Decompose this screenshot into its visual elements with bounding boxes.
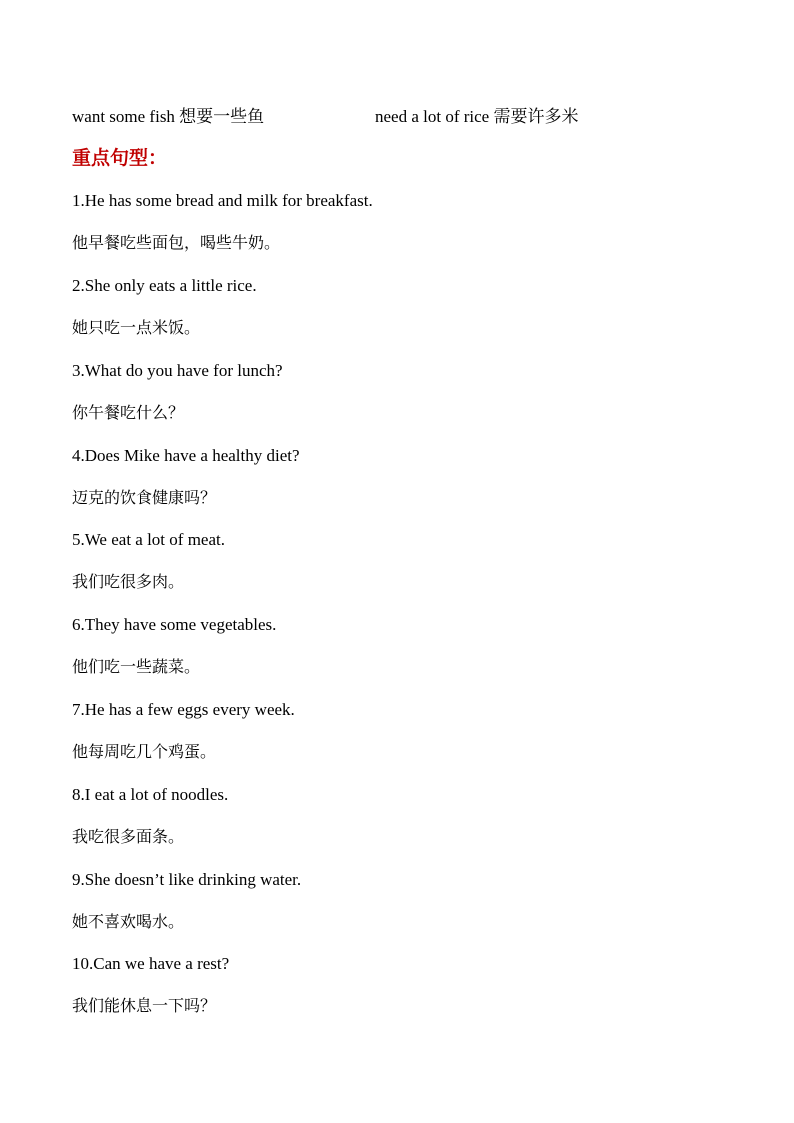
sentence-9-zh: 她不喜欢喝水。	[72, 912, 185, 931]
sentence-4-en: 4.Does Mike have a healthy diet?	[72, 446, 300, 465]
vocab-phrase-fish: want some fish 想要一些鱼	[72, 107, 265, 126]
vocab-row	[72, 106, 722, 128]
vocab-phrase-rice: need a lot of rice 需要许多米	[375, 107, 579, 126]
sentence-8-en: 8.I eat a lot of noodles.	[72, 785, 229, 804]
sentence-7-en: 7.He has a few eggs every week.	[72, 700, 295, 719]
sentence-7-zh: 他每周吃几个鸡蛋。	[72, 742, 217, 761]
sentence-10-zh: 我们能休息一下吗？	[72, 996, 217, 1015]
sentence-1-en: 1.He has some bread and milk for breakfast.	[72, 191, 373, 210]
sentence-1-zh: 他早餐吃些面包，喝些牛奶。	[72, 233, 281, 252]
sentence-6-zh: 他们吃一些蔬菜。	[72, 657, 201, 676]
sentence-4-zh: 迈克的饮食健康吗？	[72, 488, 217, 507]
sentence-10-en: 10.Can we have a rest?	[72, 954, 230, 973]
sentence-3-zh: 你午餐吃什么？	[72, 403, 185, 422]
sentence-9-en: 9.She doesn’t like drinking water.	[72, 870, 302, 889]
sentence-8-zh: 我吃很多面条。	[72, 827, 185, 846]
sentence-5-en: 5.We eat a lot of meat.	[72, 530, 225, 549]
sentence-2-zh: 她只吃一点米饭。	[72, 318, 201, 337]
sentence-3-en: 3.What do you have for lunch?	[72, 361, 283, 380]
section-heading-key-sentences: 重点句型：	[72, 148, 168, 169]
sentence-5-zh: 我们吃很多肉。	[72, 572, 185, 591]
sentence-6-en: 6.They have some vegetables.	[72, 615, 277, 634]
sentence-2-en: 2.She only eats a little rice.	[72, 276, 257, 295]
